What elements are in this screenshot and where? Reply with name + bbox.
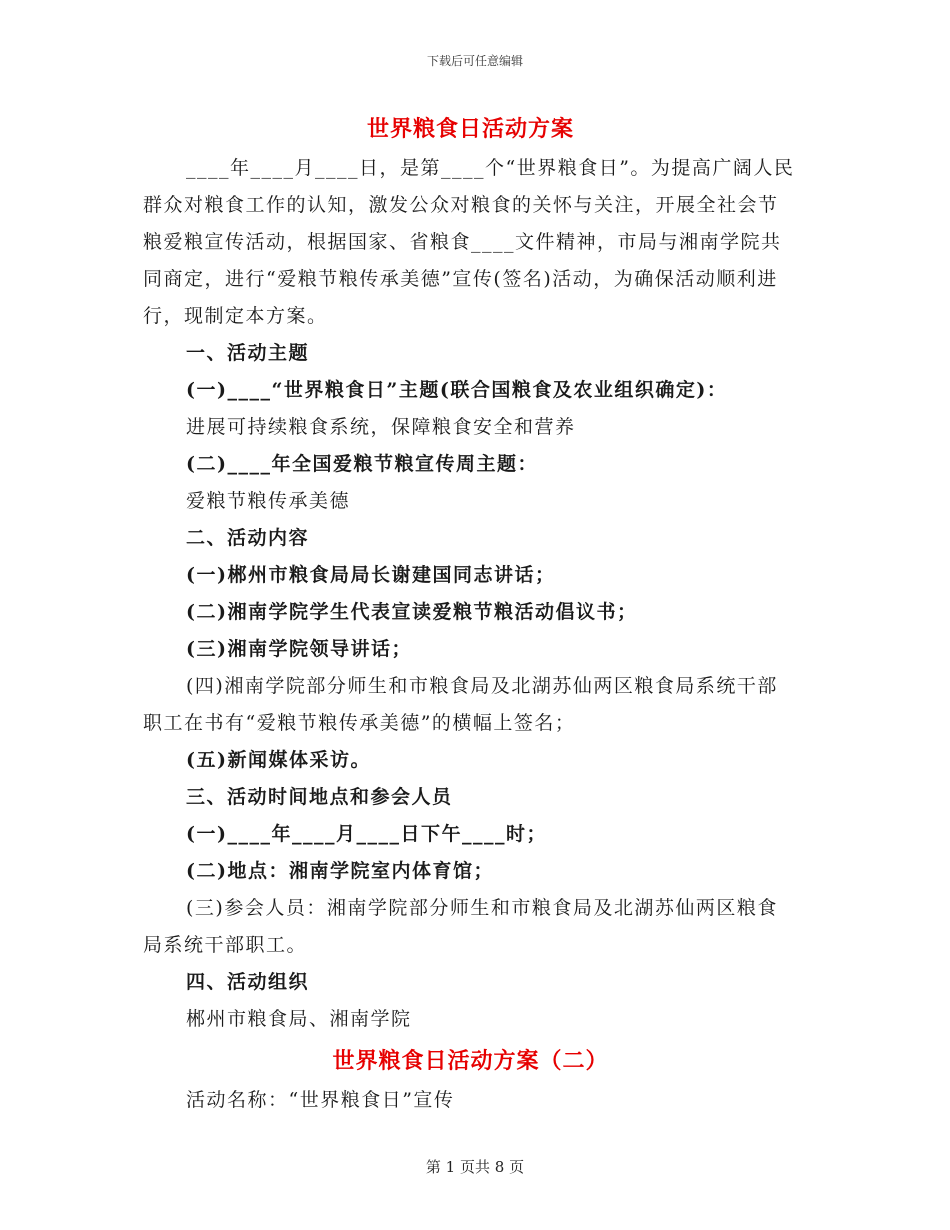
section-text: 进展可持续粮食系统，保障粮食安全和营养: [186, 416, 576, 438]
section-heading: 二、活动内容: [186, 527, 310, 549]
section-heading: (一)郴州市粮食局局长谢建国同志讲话；: [186, 564, 556, 586]
section-heading: (一)____年____月____日下午____时；: [186, 823, 547, 845]
section-heading: (一)____“世界粮食日”主题(联合国粮食及农业组织确定)：: [186, 379, 728, 401]
section-heading: 一、活动主题: [186, 342, 310, 364]
section-heading: (二)湘南学院学生代表宣读爱粮节粮活动倡议书；: [186, 601, 638, 623]
section-paragraph: (三)参会人员：湘南学院部分师生和市粮食局及北湖苏仙两区粮食局系统干部职工。: [143, 897, 778, 956]
intro-paragraph: ____年____月____日，是第____个“世界粮食日”。为提高广阔人民群众对粮食工作的认知，激发公众对粮食的关怀与关注，开展全社会节粮爱粮宣传活动，根据国家、省粮食____文件精神，市局与湘南学院共同商定，进行“爱粮节粮传承美德”宣传(签名)活动，为确保活动顺利进行，现制定本方案。: [143, 157, 795, 327]
page-header: 下载后可任意编辑: [426, 54, 523, 68]
section-heading: 三、活动时间地点和参会人员: [186, 786, 453, 808]
section-heading: (三)湘南学院领导讲话；: [186, 638, 412, 660]
document-title: 世界粮食日活动方案: [366, 116, 574, 142]
section-text: 郴州市粮食局、湘南学院: [186, 1008, 412, 1030]
second-document-title: 世界粮食日活动方案（二）: [332, 1048, 609, 1074]
page-footer: 第 1 页共 8 页: [425, 1158, 525, 1176]
activity-name-line: 活动名称：“世界粮食日”宣传: [186, 1089, 455, 1111]
section-list: [143, 335, 798, 1038]
section-heading: 四、活动组织: [186, 971, 310, 993]
section-heading: (二)____年全国爱粮节粮宣传周主题：: [186, 453, 538, 475]
section-heading: (二)地点：湘南学院室内体育馆；: [186, 860, 494, 882]
document-body: [143, 112, 798, 1119]
section-paragraph: (四)湘南学院部分师生和市粮食局及北湖苏仙两区粮食局系统干部职工在书有“爱粮节粮传承美德”的横幅上签名；: [143, 675, 778, 734]
section-heading: (五)新闻媒体采访。: [186, 749, 371, 771]
section-text: 爱粮节粮传承美德: [186, 490, 351, 512]
